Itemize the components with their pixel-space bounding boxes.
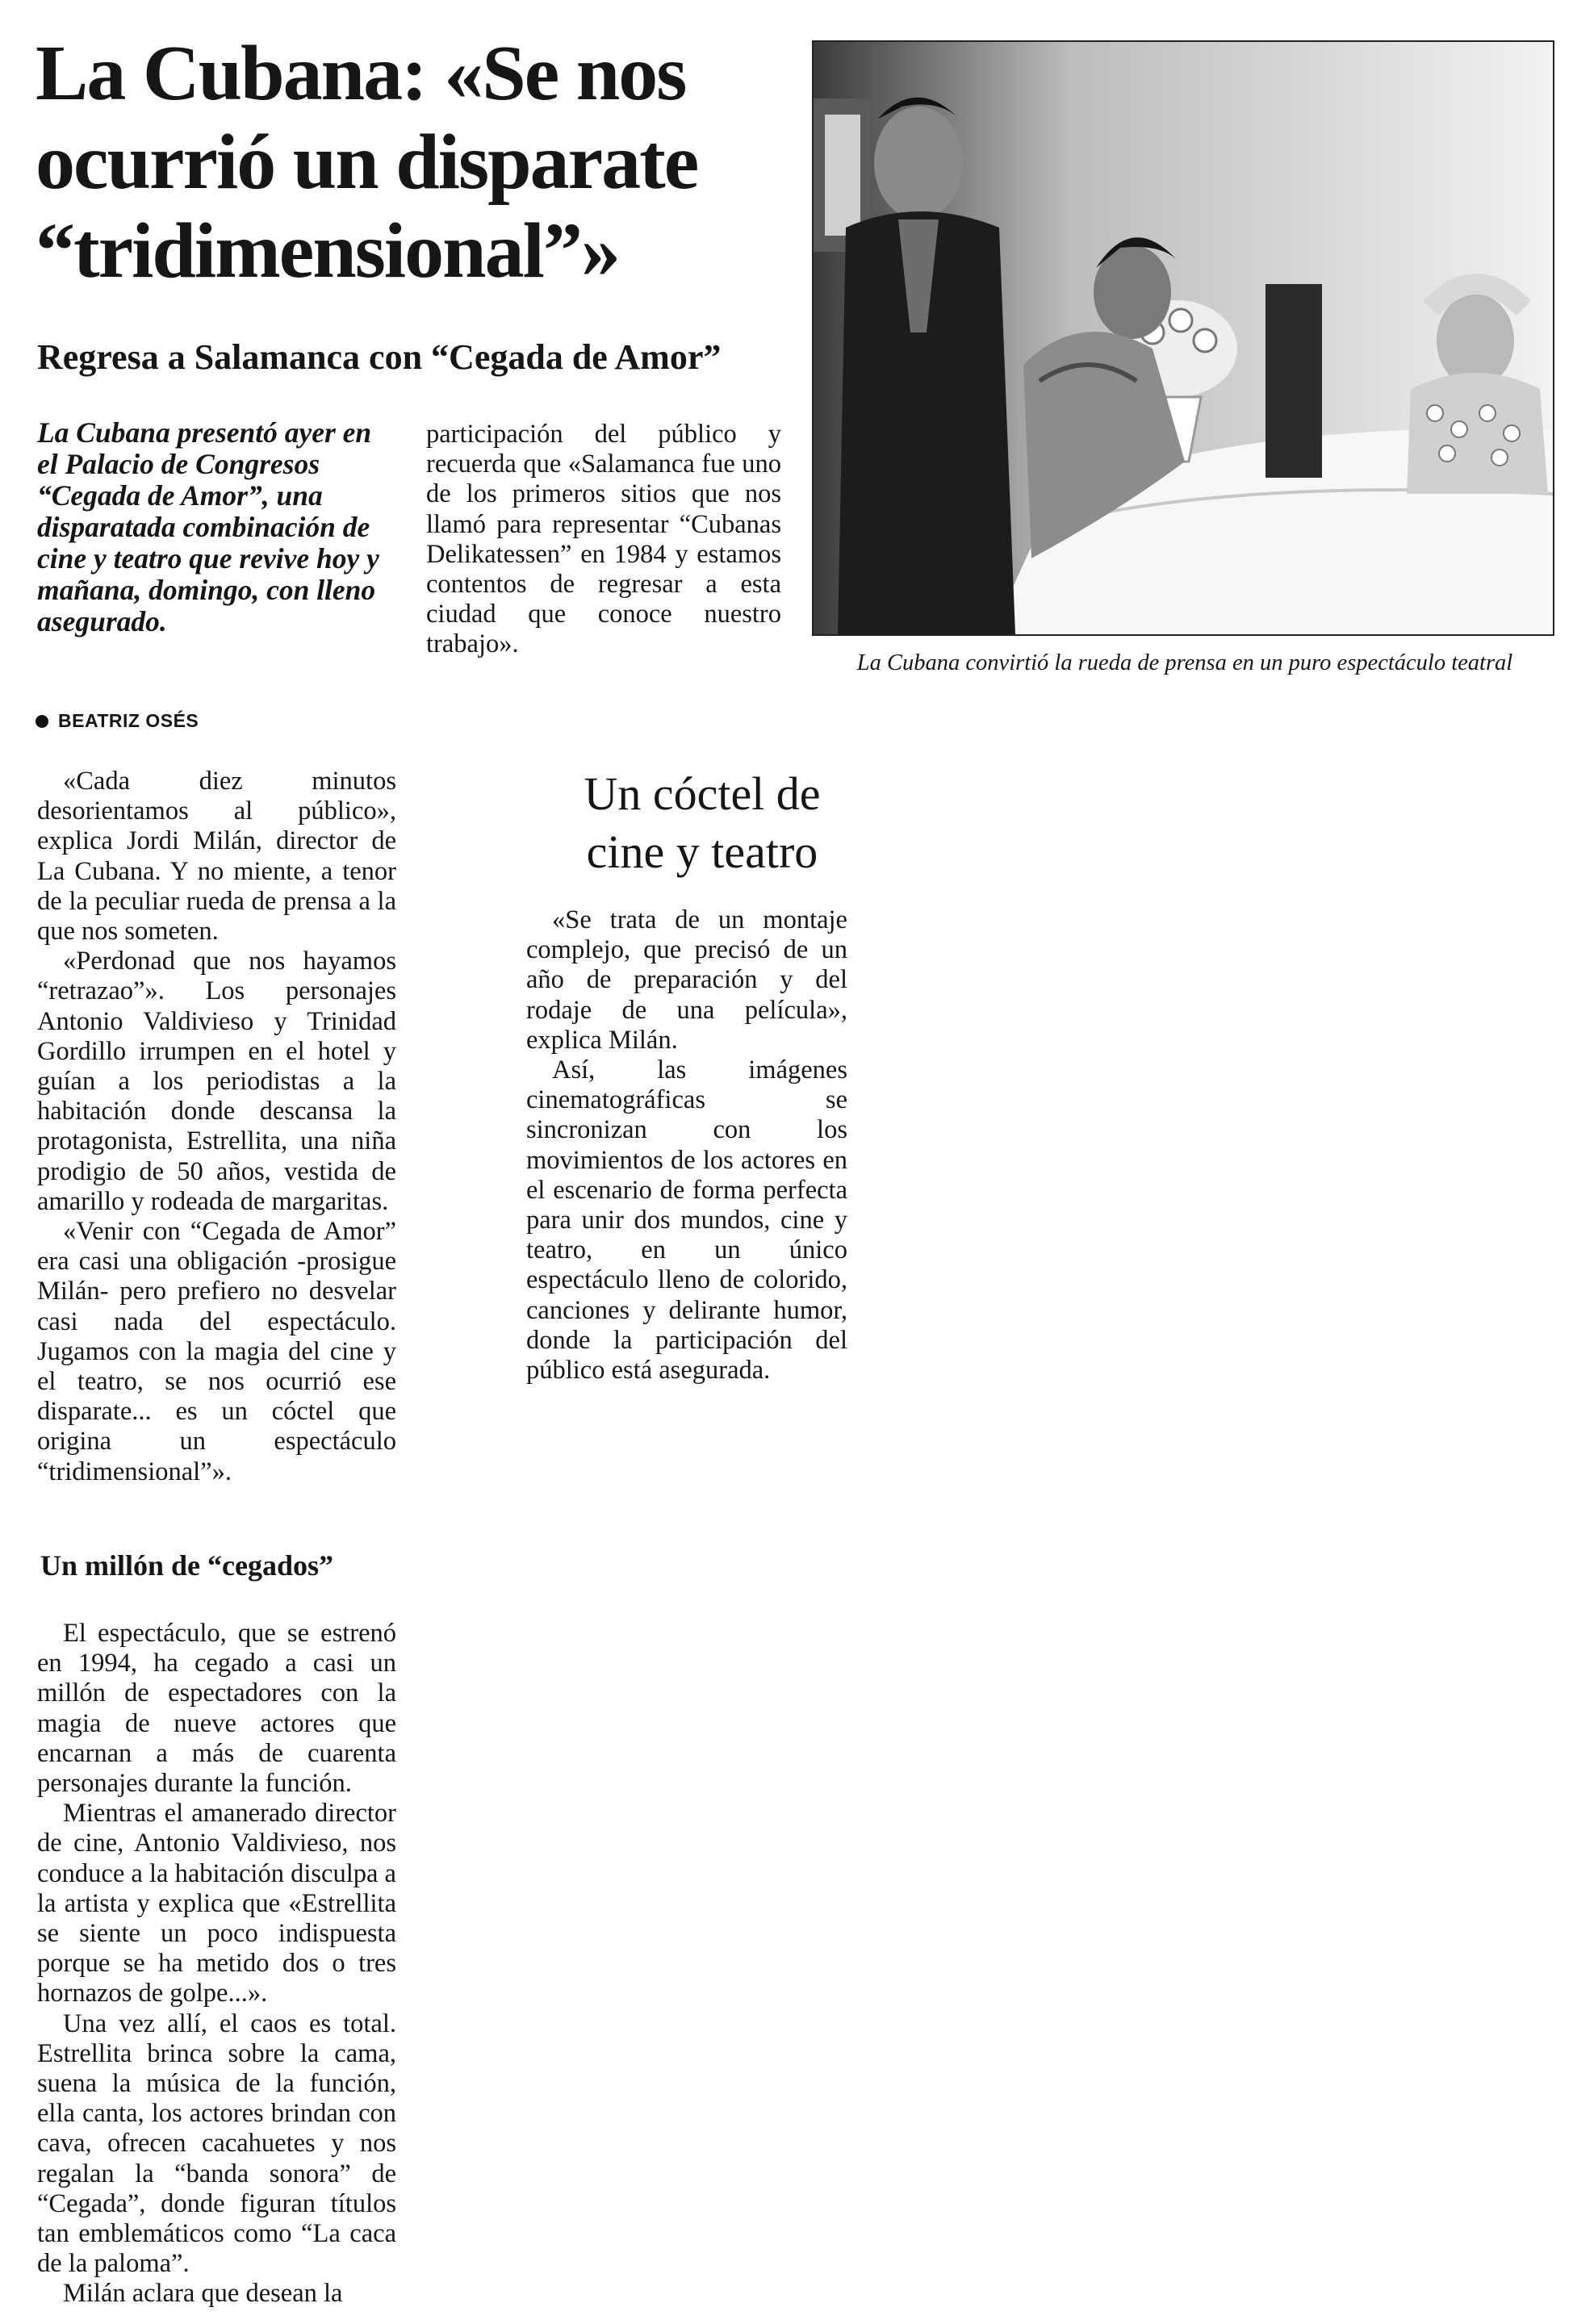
- byline: [36, 710, 199, 732]
- body-paragraph: «Perdonad que nos hayamos “retrazao”». Los personajes Antonio Valdivieso y Trinidad Gordillo irrumpen en el hotel y guían a los periodistas a la habitación donde descansa la protagonista, Estrellita, una niña prodigio de 50 años, vestida de amarillo y rodeada de margaritas.: [37, 947, 396, 1216]
- lead-continuation: [426, 420, 781, 660]
- body-column-2: [526, 905, 847, 1386]
- headline: [36, 29, 810, 295]
- body-paragraph: Así, las imágenes cinematográficas se sincronizan con los movimientos de los actores en el escenario de forma perfecta para unir dos mundos, cine y teatro, en un único espectáculo lleno de colorido, canciones y delirante humor, donde la participación del público está asegurada.: [526, 1055, 847, 1386]
- body-paragraph: Mientras el amanerado director de cine, Antonio Valdivieso, nos conduce a la habitación disculpa a la artista y explica que «Estrellita se siente un poco indispuesta porque se ha metido dos o tres hornazos de golpe...».: [37, 1799, 396, 2008]
- body-paragraph: «Venir con “Cegada de Amor” era casi una obligación -prosigue Milán- pero prefiero no desvelar casi nada del espectáculo. Jugamos con la magia del cine y el teatro, se nos ocurrió ese disparate... es un cóctel que origina un espectáculo “tridimensional”».: [37, 1217, 396, 1486]
- lead-continuation-text: participación del público y recuerda que «Salamanca fue uno de los primeros sitios que nos llamó para representar “Cubanas Delikatessen” en 1984 y estamos contentos de regresar a esta ciudad que conoce nuestro trabajo».: [426, 420, 781, 659]
- bullet-icon: [36, 715, 48, 728]
- lead-paragraph: La Cubana presentó ayer en el Palacio de Congresos “Cegada de Amor”, una disparatada combinación de cine y teatro que revive hoy y mañana, domingo, con lleno asegurado.: [37, 416, 379, 637]
- subtitle: Regresa a Salamanca con “Cegada de Amor”: [37, 337, 722, 377]
- body-paragraph: «Se trata de un montaje complejo, que precisó de un año de preparación y del rodaje de una película», explica Milán.: [526, 905, 847, 1055]
- body-paragraph: «Cada diez minutos desorientamos al público», explica Jordi Milán, director de La Cubana. Y no miente, a tenor de la peculiar rueda de prensa a la que nos someten.: [37, 767, 396, 947]
- body-paragraph: El espectáculo, que se estrenó en 1994, ha cegado a casi un millón de espectadores con la magia de nueve actores que encarnan a más de cuarenta personajes durante la función.: [37, 1619, 396, 1799]
- body-paragraph: Una vez allí, el caos es total. Estrellita brinca sobre la cama, suena la música de la función, ella canta, los actores brindan con cava, ofrecen cacahuetes y nos regalan la “banda sonora” de “Cegada”, donde figuran títulos tan emblemáticos como “La caca de la paloma”.: [37, 2008, 396, 2279]
- headline-line-2: ocurrió un disparate: [36, 119, 698, 206]
- byline-author: BEATRIZ OSÉS: [58, 710, 199, 731]
- subhead-million: Un millón de “cegados”: [40, 1549, 334, 1582]
- subhead-cocktail-line-2: cine y teatro: [586, 826, 818, 878]
- body-column-1-continued: [37, 1619, 396, 2309]
- press-photo-illustration: [814, 42, 1553, 634]
- body-paragraph: Milán aclara que desean la: [63, 2279, 343, 2309]
- subhead-cocktail: [533, 765, 872, 881]
- headline-line-1: La Cubana: «Se nos: [36, 30, 686, 117]
- subhead-cocktail-line-1: Un cóctel de: [584, 767, 821, 820]
- headline-line-3: “tridimensional”»: [36, 207, 619, 295]
- press-photo: [812, 40, 1554, 636]
- body-column-1: [37, 767, 396, 1487]
- photo-caption: La Cubana convirtió la rueda de prensa en un puro espectáculo teatral: [856, 650, 1513, 675]
